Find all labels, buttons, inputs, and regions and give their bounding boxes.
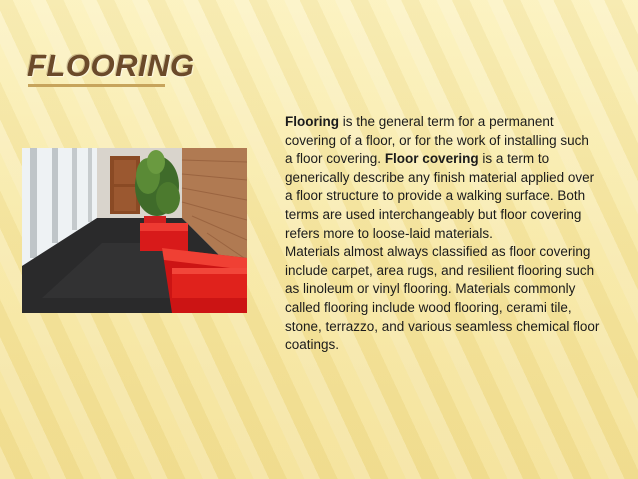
paragraph-materials: Materials almost always classified as floor covering include carpet, area rugs, and resilient flooring such as linoleum or vinyl flooring. Materials commonly called flooring include wood flooring, cerami tile, stone, terrazzo, and various seamless chemical floor coatings. [285,244,600,353]
slide-title: FLOORING [27,48,195,83]
flooring-photo [22,148,247,313]
flooring-definition-text: is the general term for a permanent covering of a floor, or for the work of installing such a floor covering. [285,114,589,167]
term-floor-covering: Floor covering [384,151,479,167]
term-flooring: Flooring [285,114,339,129]
title-underline [28,84,165,87]
floor-covering-definition-text: is a term to generically describe any finish material applied over a floor structure to provide a walking surface. Both terms are used interchangeably but floor covering refers more to loose-laid materials. [285,151,595,241]
paragraph-flooring-definition [285,113,600,243]
body-text [285,113,600,355]
